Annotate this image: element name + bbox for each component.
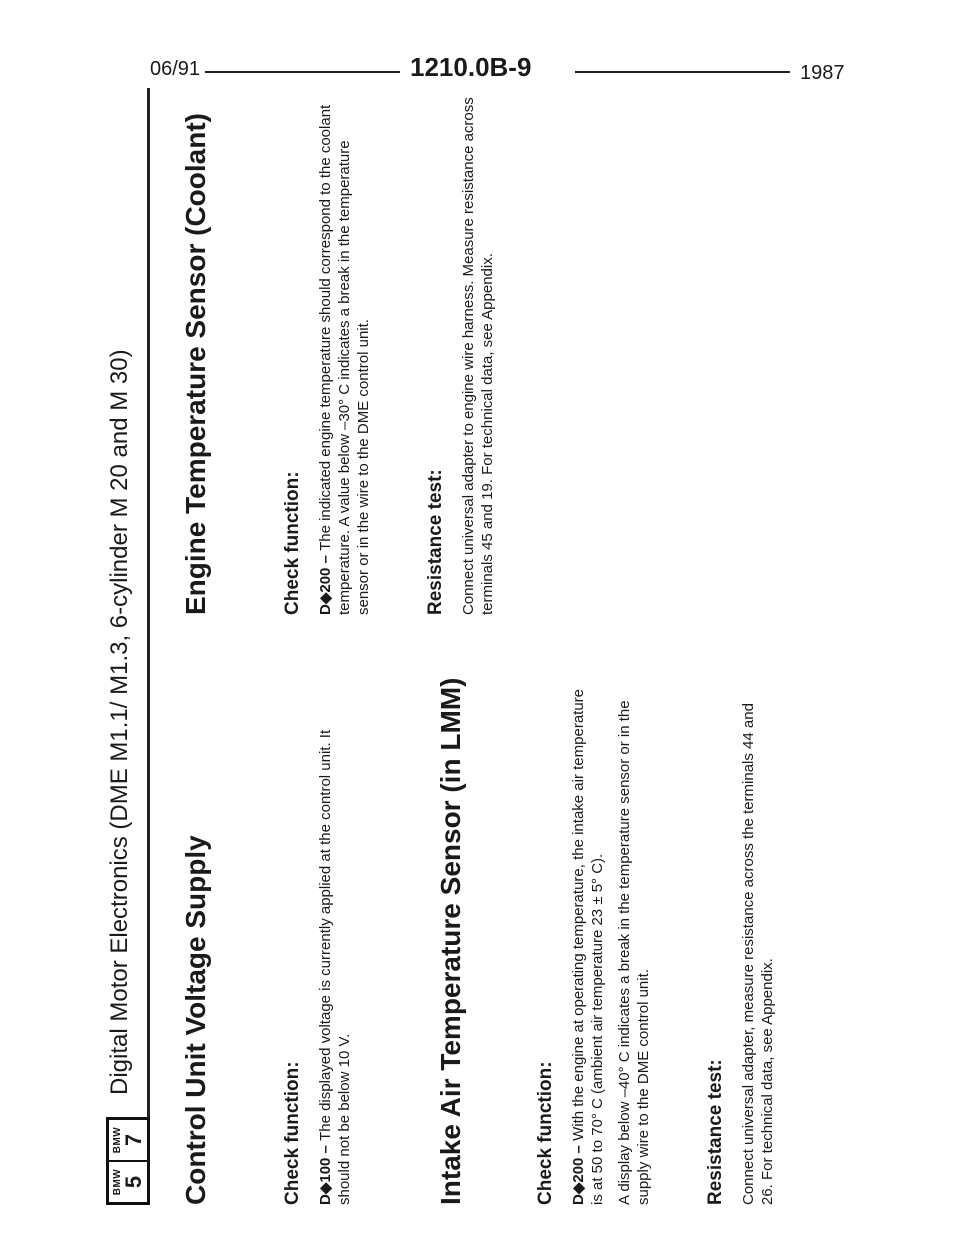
section-title: Intake Air Temperature Sensor (in LMM) bbox=[435, 677, 466, 1205]
page-year: 1987 bbox=[800, 62, 845, 84]
check-heading: Check function: bbox=[535, 1061, 556, 1205]
check-paragraph bbox=[569, 685, 607, 1205]
running-title-wrap bbox=[98, 349, 142, 1105]
resistance-text: Connect universal adapter, measure resistance across the terminals 44 and 26. For technical data, see Appendix. bbox=[740, 703, 776, 1205]
diag-code: D◆200 – bbox=[570, 1140, 587, 1205]
resistance-heading: Resistance test: bbox=[425, 469, 446, 615]
resistance-heading: Resistance test: bbox=[705, 1059, 726, 1205]
check-heading: Check function: bbox=[282, 1061, 303, 1205]
diag-code: D◆200 – bbox=[317, 550, 334, 615]
logo-cell bbox=[109, 1160, 147, 1202]
check-text: With the engine at operating temperature, the intake air temperature is at 50 to 70° C (ambient air temperature 23 ± 5° C). bbox=[570, 688, 606, 1205]
check-heading: Check function: bbox=[282, 471, 303, 615]
check-paragraph bbox=[316, 685, 354, 1205]
section-title: Engine Temperature Sensor (Coolant) bbox=[180, 113, 211, 615]
check-paragraph-2: A display below –40° C indicates a break in the temperature sensor or in the supply wire to the DME control unit. bbox=[616, 700, 652, 1205]
check-text: The displayed voltage is currently applied at the control unit. It should not be below 10 V. bbox=[317, 729, 353, 1205]
cu-voltage-check bbox=[282, 685, 354, 1205]
header-rule-right bbox=[575, 71, 790, 73]
bmw-series-logo bbox=[106, 1117, 150, 1205]
running-title: Digital Motor Electronics (DME M1.1/ M1.3, 6-cylinder M 20 and M 30) bbox=[106, 349, 133, 1095]
section-cu-voltage bbox=[180, 835, 212, 1205]
logo-number: 5 bbox=[120, 1175, 146, 1189]
diag-code: D◆100 – bbox=[317, 1140, 334, 1205]
logo-number: 7 bbox=[120, 1133, 146, 1147]
section-title: Control Unit Voltage Supply bbox=[180, 835, 211, 1205]
engine-temp-check bbox=[282, 95, 373, 615]
check-paragraph bbox=[316, 95, 373, 615]
page-date: 06/91 bbox=[150, 58, 201, 80]
section-engine-temp bbox=[180, 113, 212, 615]
engine-temp-resistance bbox=[425, 95, 497, 615]
resistance-text: Connect universal adapter to engine wire harness. Measure resistance across terminals 45 and 19. For technical data, see Appendix. bbox=[460, 97, 496, 615]
rotated-content bbox=[90, 95, 890, 1205]
page-header bbox=[0, 40, 960, 84]
section-intake-air bbox=[435, 678, 467, 1205]
check-text: The indicated engine temperature should correspond to the coolant temperature. A value below –30° C indicates a break in the temperature sensor or in the wire to the DME control unit. bbox=[317, 104, 372, 615]
intake-air-resistance bbox=[705, 685, 777, 1205]
header-rule-left bbox=[205, 71, 400, 73]
intake-air-check bbox=[535, 685, 653, 1205]
page-code: 1210.0B-9 bbox=[410, 52, 532, 82]
logo-brand: BMW bbox=[111, 1168, 123, 1196]
logo-brand: BMW bbox=[111, 1126, 123, 1154]
logo-cell bbox=[109, 1120, 147, 1160]
